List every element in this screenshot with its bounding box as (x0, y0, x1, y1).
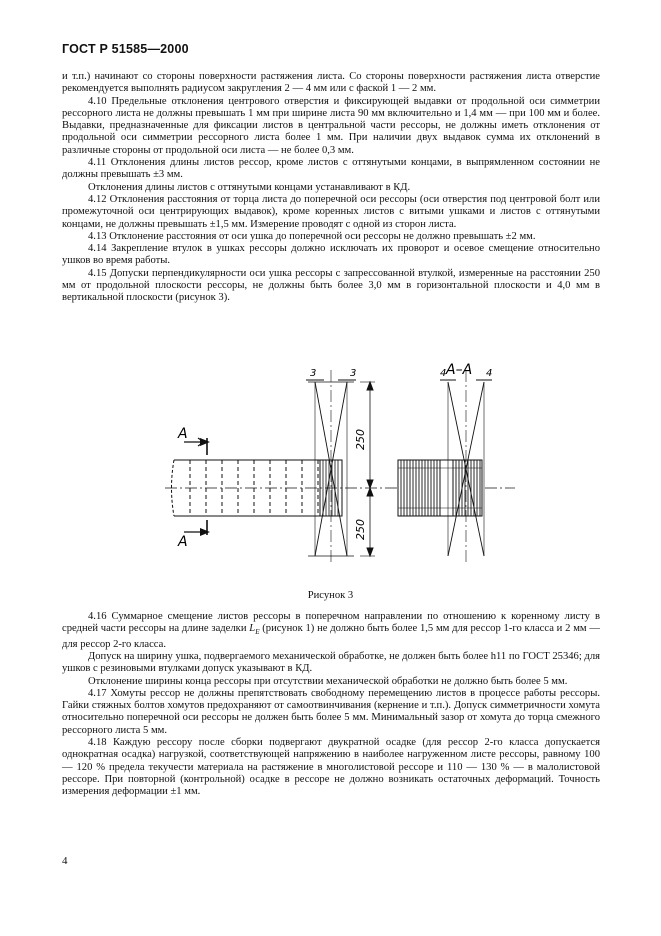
paragraph-4-12: 4.12 Отклонения расстояния от торца листа до поперечной оси рессоры (оси отверстия под центровой болт или промежуточной оси центрирующих выдавок), кроме коренных листов с витыми ушками и листов с оттянутыми концами, не должны превышать ±1,5 мм. Измерение проводят с одной из сторон листа. (62, 193, 600, 230)
paragraph-4-16-part-a: 4.16 Суммарное смещение листов рессоры в поперечном направлении по отношению к коренному листу в средней части рессоры на длине заделки (62, 611, 600, 635)
paragraph-4-13: 4.13 Отклонение расстояния от оси ушка до поперечной оси рессоры не должно превышать ±2 мм. (88, 230, 536, 242)
paragraph-4-16-eye-width: Допуск на ширину ушка, подвергаемого механической обработке, не должен быть более h11 по ГОСТ 25346; для ушков с резиновыми втулками допуск указывают в КД. (62, 651, 600, 675)
paragraph-4-10: 4.10 Предельные отклонения центрового отверстия и фиксирующей выдавки от продольной оси симметрии рессорного листа не должны превышать 1 мм при ширине листа 90 мм включительно и 1,4 мм — при 100 мм и более. Выдавки, предназначенные для фиксации листов в центральной части рессоры, не должны иметь отклонения от продольной оси симметрии рессорного листа более 1 мм. При наличии двух выдавок сумма их отклонений в различные стороны от продольной оси листа — не более 0,3 мм. (62, 95, 600, 156)
figure-3-drawing (160, 360, 520, 575)
tolerance-label-right-2: 4 (486, 368, 493, 379)
text-block-bottom (62, 611, 600, 799)
paragraph-4-16-end-width: Отклонение ширины конца рессоры при отсутствии механической обработки не должно быть более 5 мм. (88, 675, 568, 687)
dimension-top: 250 (354, 429, 367, 450)
paragraph-4-14: 4.14 Закрепление втулок в ушках рессоры должно исключать их проворот и осевое смещение относительно ушков во время работы. (62, 243, 600, 267)
paragraph-4-17: 4.17 Хомуты рессор не должны препятствовать свободному перемещению листов в процессе работы рессоры. Гайки стяжных болтов хомутов предохраняют от самоотвинчивания (кернение и т.п.). Допуск симметричности хомута относительно поперечной оси рессоры не должен быть более 5 мм. Минимальный зазор от хомута до торца смежного рессорного листа 5 мм. (62, 687, 600, 736)
text-block-top (62, 71, 600, 305)
paragraph-4-11: 4.11 Отклонения длины листов рессор, кроме листов с оттянутыми концами, в выпрямленном состоянии не должны превышать ±3 мм. (62, 157, 600, 181)
tolerance-label-left-2: 3 (350, 368, 357, 379)
tolerance-label-right-1: 4 (440, 368, 447, 379)
symbol-l: L (249, 623, 256, 635)
view-label-top: А (178, 426, 188, 442)
paragraph-4-11-note: Отклонения длины листов с оттянутыми концами устанавливают в КД. (88, 181, 411, 193)
figure-caption: Рисунок 3 (307, 590, 354, 601)
paragraph-4-16 (62, 611, 600, 651)
dimension-bottom: 250 (354, 519, 367, 540)
section-label: А–А (446, 362, 473, 378)
view-label-bottom: А (178, 534, 188, 550)
standard-header: ГОСТ Р 51585—2000 (62, 42, 189, 56)
paragraph-4-18: 4.18 Каждую рессору после сборки подвергают двукратной осадке (для рессор 2-го класса допускается однократная осадка) нагрузкой, соответствующей напряжению в наиболее нагруженном листе рессоры, равному 100 — 120 % предела текучести материала на растяжение в многолистовой рессоре и 110 — 130 % — в малолистовой рессоре. При повторной (контрольной) осадке в рессоре не должно возникать остаточных деформаций. Точность измерения деформации ±1 мм. (62, 737, 600, 798)
paragraph-4-16-part-b: (рисунок 1) не должно быть более 1,5 мм для рессор 1-го класса и 2 мм — для рессор 2-го класса. (62, 623, 600, 650)
paragraph-continuation: и т.п.) начинают со стороны поверхности растяжения листа. Со стороны поверхности растяжения листа отверстие рекомендуется выполнять радиусом закругления 2 — 4 мм или с фаской 1 — 2 мм. (62, 71, 600, 95)
page-number: 4 (62, 855, 68, 867)
paragraph-4-15: 4.15 Допуски перпендикулярности оси ушка рессоры с запрессованной втулкой, измеренные на расстоянии 250 мм от продольной плоскости рессоры, не должны быть более 3,0 мм в горизонтальной плоскости и 4,0 мм в вертикальной плоскости (рисунок 3). (62, 267, 600, 304)
tolerance-label-left-1: 3 (310, 368, 317, 379)
symbol-subscript: Е (255, 628, 260, 637)
